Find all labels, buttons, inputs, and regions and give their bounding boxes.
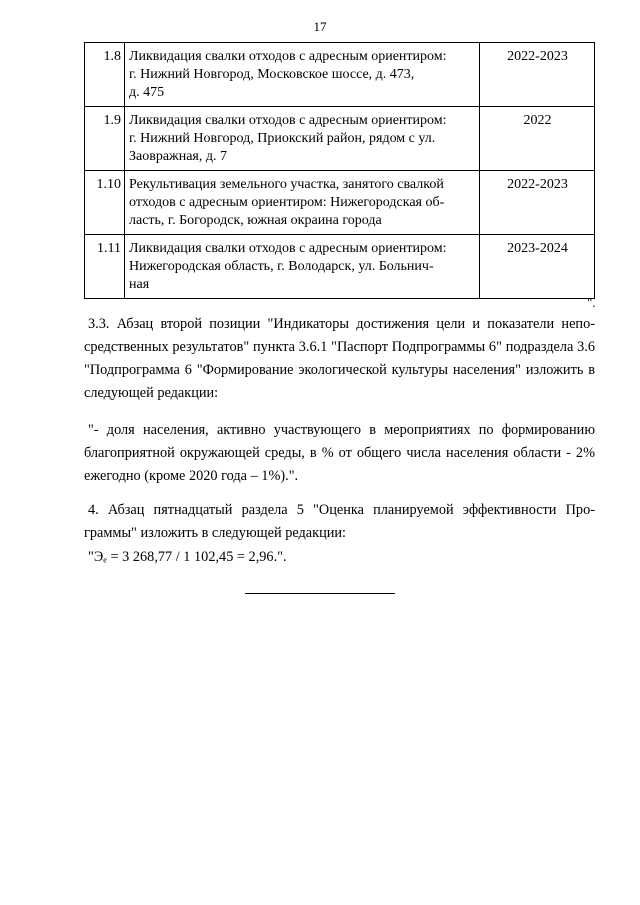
row-description — [125, 235, 480, 299]
description-line: ласть, г. Богородск, южная окраина города — [129, 213, 382, 228]
row-number: 1.9 — [85, 107, 125, 171]
row-period: 2022 — [480, 107, 595, 171]
table-row — [85, 171, 595, 235]
paragraph-line: "- доля населения, активно участвующего в мероприятиях по формированию — [88, 422, 595, 438]
description-line: г. Нижний Новгород, Приокский район, рядом с ул. — [129, 131, 436, 146]
description-line: Рекультивация земельного участка, занятого свалкой — [129, 177, 444, 192]
page-number: 17 — [313, 19, 327, 34]
row-number: 1.10 — [85, 171, 125, 235]
paragraph-line: средственных результатов" пункта 3.6.1 "Паспорт Подпрограммы 6" подраздела 3.6 — [84, 339, 595, 355]
measures-table — [84, 42, 595, 299]
paragraph-line: 4. Абзац пятнадцатый раздела 5 "Оценка планируемой эффективности Про- — [88, 502, 595, 518]
paragraph-line: граммы" изложить в следующей редакции: — [84, 525, 347, 541]
paragraph-indicator-quote — [84, 419, 595, 488]
description-line: ная — [129, 277, 150, 292]
row-period: 2022-2023 — [480, 43, 595, 107]
description-line: Ликвидация свалки отходов с адресным ориентиром: — [129, 113, 447, 128]
description-line: отходов с адресным ориентиром: Нижегородская об- — [129, 195, 445, 210]
description-line: Заовражная, д. 7 — [129, 149, 227, 164]
row-description — [125, 43, 480, 107]
paragraph-line: 3.3. Абзац второй позиции "Индикаторы достижения цели и показатели непо- — [88, 316, 595, 332]
row-description — [125, 107, 480, 171]
table-row — [85, 235, 595, 299]
paragraph-line: следующей редакции: — [84, 385, 219, 401]
description-line: д. 475 — [129, 85, 165, 100]
table-row — [85, 107, 595, 171]
paragraph-line: "Эₑ = 3 268,77 / 1 102,45 = 2,96.". — [88, 549, 287, 565]
table-row — [85, 43, 595, 107]
row-period: 2022-2023 — [480, 171, 595, 235]
paragraph-4 — [84, 499, 595, 545]
row-number: 1.8 — [85, 43, 125, 107]
paragraph-formula — [84, 546, 595, 569]
description-line: г. Нижний Новгород, Московское шоссе, д. 473, — [129, 67, 415, 82]
paragraph-line: "Подпрограмма 6 "Формирование экологической культуры населения" изложить в — [84, 362, 595, 378]
description-line: Ликвидация свалки отходов с адресным ориентиром: — [129, 49, 447, 64]
end-rule — [245, 593, 395, 594]
table-closing-quote: ". — [587, 295, 596, 310]
row-number: 1.11 — [85, 235, 125, 299]
description-line: Ликвидация свалки отходов с адресным ориентиром: — [129, 241, 447, 256]
paragraph-line: ежегодно (кроме 2020 года – 1%).". — [84, 468, 299, 484]
paragraph-line: благоприятной окружающей среды, в % от общего числа населения области - 2% — [84, 445, 595, 461]
paragraph-3-3 — [84, 313, 595, 405]
description-line: Нижегородская область, г. Володарск, ул. Больнич- — [129, 259, 434, 274]
row-description — [125, 171, 480, 235]
row-period: 2023-2024 — [480, 235, 595, 299]
